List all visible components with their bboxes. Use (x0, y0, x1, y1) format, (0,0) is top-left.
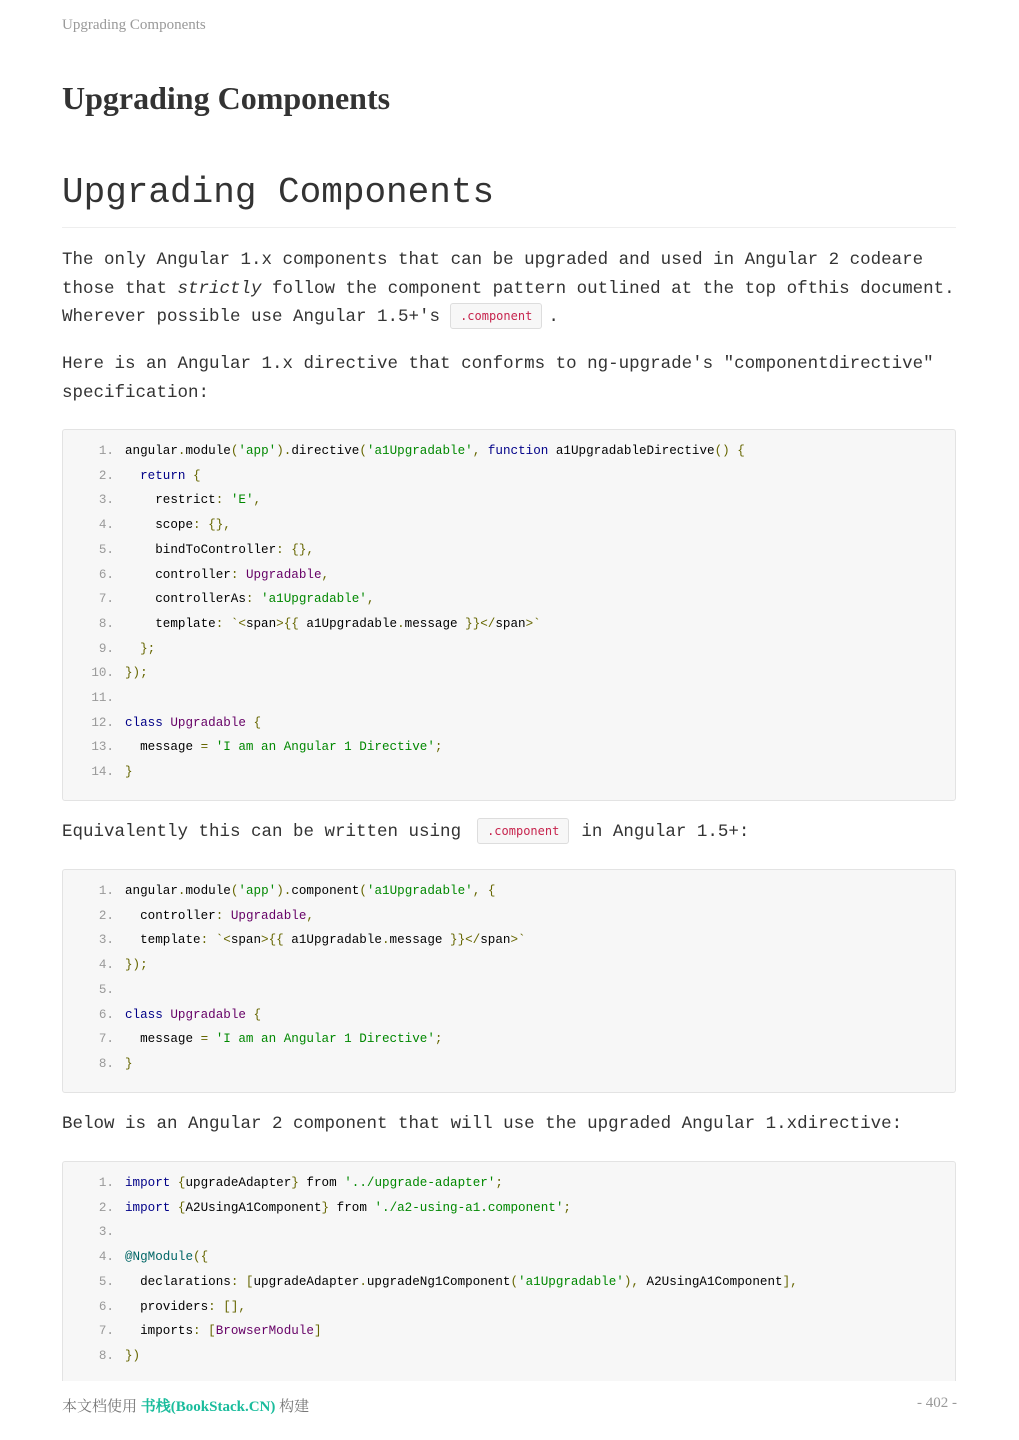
emphasis-strictly: strictly (177, 278, 262, 299)
code-line (63, 879, 955, 904)
line-number: 2. (98, 468, 114, 483)
intro-line-2 (62, 275, 956, 304)
code-text: return { (140, 468, 201, 483)
inline-code-component: .component (450, 303, 542, 329)
code-text: message = 'I am an Angular 1 Directive'; (125, 1032, 443, 1047)
section-title: Upgrading Components (62, 172, 956, 228)
code-text: imports: [BrowserModule] (125, 1324, 322, 1339)
code-block-component (62, 869, 956, 1093)
code-text: class Upgradable { (125, 1007, 262, 1022)
line-number: 3. (98, 933, 114, 948)
code-text: } (125, 765, 133, 780)
code-text: scope: {}, (125, 518, 231, 533)
code-line (63, 1295, 955, 1320)
directive-intro-line-1: Here is an Angular 1.x directive that conforms to ng-upgrade's "componentdirective" (62, 354, 934, 374)
code-line (63, 1027, 955, 1052)
line-number: 6. (98, 1007, 114, 1022)
code-text: bindToController: {}, (125, 542, 314, 557)
footer-credit (62, 1395, 309, 1416)
line-number: 6. (98, 567, 114, 582)
code-line (63, 661, 955, 686)
chapter-title: Upgrading Components (62, 80, 391, 116)
intro-line-3 (62, 303, 956, 332)
line-number: 4. (98, 958, 114, 973)
directive-intro-paragraph (62, 350, 956, 407)
intro-text: those that (62, 278, 178, 299)
line-number: 5. (98, 1274, 114, 1289)
code-text: angular.module('app').component('a1Upgradable', { (125, 884, 496, 898)
code-line (63, 612, 955, 637)
code-line (63, 904, 955, 929)
line-number: 13. (91, 740, 114, 755)
line-number: 6. (98, 1299, 114, 1314)
footer-suffix: 构建 (279, 1399, 310, 1415)
line-number: 10. (91, 666, 114, 681)
intro-text: Wherever possible use Angular 1.5+'s (62, 307, 441, 327)
code-line (63, 538, 955, 563)
code-line (63, 513, 955, 538)
code-line (63, 760, 955, 785)
code-line (63, 1220, 955, 1245)
line-number: 14. (91, 765, 114, 780)
code-text: template: `<span>{{ a1Upgradable.message }}</span>` (125, 933, 526, 948)
line-number: 9. (98, 641, 114, 656)
code-text: @NgModule({ (125, 1250, 209, 1265)
line-number: 2. (98, 1200, 114, 1215)
code-text: angular.module('app').directive('a1Upgradable', function a1UpgradableDirective() { (125, 444, 745, 458)
code-line (63, 978, 955, 1003)
line-number: 12. (91, 715, 114, 730)
line-number: 4. (98, 518, 114, 533)
code-line (63, 1003, 955, 1028)
inline-code-component: .component (477, 818, 569, 844)
code-line (63, 953, 955, 978)
equivalent-text: in Angular 1.5+: (581, 822, 750, 842)
code-line (63, 1270, 955, 1295)
line-number: 7. (98, 1324, 114, 1339)
line-number: 3. (98, 1225, 114, 1240)
footer-brand-link[interactable]: 书栈(BookStack.CN) (140, 1399, 276, 1415)
line-number: 1. (98, 444, 114, 458)
code-line (63, 1245, 955, 1270)
code-text: import {upgradeAdapter} from '../upgrade-adapter'; (125, 1176, 503, 1190)
running-header: Upgrading Components (62, 17, 206, 33)
code-line (63, 1196, 955, 1221)
line-number: 4. (98, 1250, 114, 1265)
line-number: 5. (98, 542, 114, 557)
line-number: 1. (98, 1176, 114, 1190)
page-number: - 402 - (917, 1395, 957, 1411)
line-number: 8. (98, 1348, 114, 1363)
code-line (63, 563, 955, 588)
code-line (63, 1052, 955, 1077)
line-number: 2. (98, 908, 114, 923)
code-text: import {A2UsingA1Component} from './a2-using-a1.component'; (125, 1200, 571, 1215)
code-line (63, 928, 955, 953)
code-text: declarations: [upgradeAdapter.upgradeNg1Component('a1Upgradable'), A2UsingA1Component], (125, 1274, 798, 1289)
equivalent-paragraph (62, 818, 956, 847)
code-line (63, 637, 955, 662)
code-text: providers: [], (125, 1299, 246, 1314)
line-number: 7. (98, 592, 114, 607)
intro-text: follow the component pattern outlined at the top ofthis document. (261, 278, 955, 299)
code-line (63, 735, 955, 760)
code-text: controllerAs: 'a1Upgradable', (125, 592, 375, 607)
code-line (63, 464, 955, 489)
code-text: }) (125, 1348, 141, 1363)
intro-paragraph (62, 246, 956, 332)
code-text: controller: Upgradable, (125, 908, 314, 923)
line-number: 11. (91, 691, 114, 705)
intro-text: . (548, 307, 559, 327)
line-number: 5. (98, 982, 114, 997)
line-number: 8. (98, 616, 114, 631)
below-paragraph: Below is an Angular 2 component that will use the upgraded Angular 1.xdirective: (62, 1114, 903, 1134)
code-block-module (62, 1161, 956, 1381)
code-text: controller: Upgradable, (125, 567, 330, 582)
code-line (63, 488, 955, 513)
line-number: 1. (98, 884, 114, 898)
line-number: 7. (98, 1032, 114, 1047)
code-text: class Upgradable { (125, 715, 262, 730)
directive-intro-line-2: specification: (62, 382, 210, 403)
code-block-directive (62, 429, 956, 801)
intro-line-1: The only Angular 1.x components that can be upgraded and used in Angular 2 codeare (62, 250, 924, 270)
code-text: }); (125, 958, 148, 973)
code-line (63, 711, 955, 736)
code-text: }); (125, 666, 148, 681)
code-text: template: `<span>{{ a1Upgradable.message }}</span>` (125, 616, 541, 631)
code-text: } (125, 1056, 133, 1071)
code-text: }; (125, 641, 156, 656)
code-text: restrict: 'E', (125, 493, 262, 508)
line-number: 3. (98, 493, 114, 508)
line-number: 8. (98, 1056, 114, 1071)
code-line (63, 1319, 955, 1344)
code-line (63, 686, 955, 711)
footer-prefix: 本文档使用 (62, 1399, 138, 1415)
code-text: message = 'I am an Angular 1 Directive'; (125, 740, 443, 755)
code-line (63, 1344, 955, 1369)
code-line (63, 587, 955, 612)
code-line (63, 1171, 955, 1196)
code-line (63, 439, 955, 464)
equivalent-text: Equivalently this can be written using (62, 822, 462, 842)
